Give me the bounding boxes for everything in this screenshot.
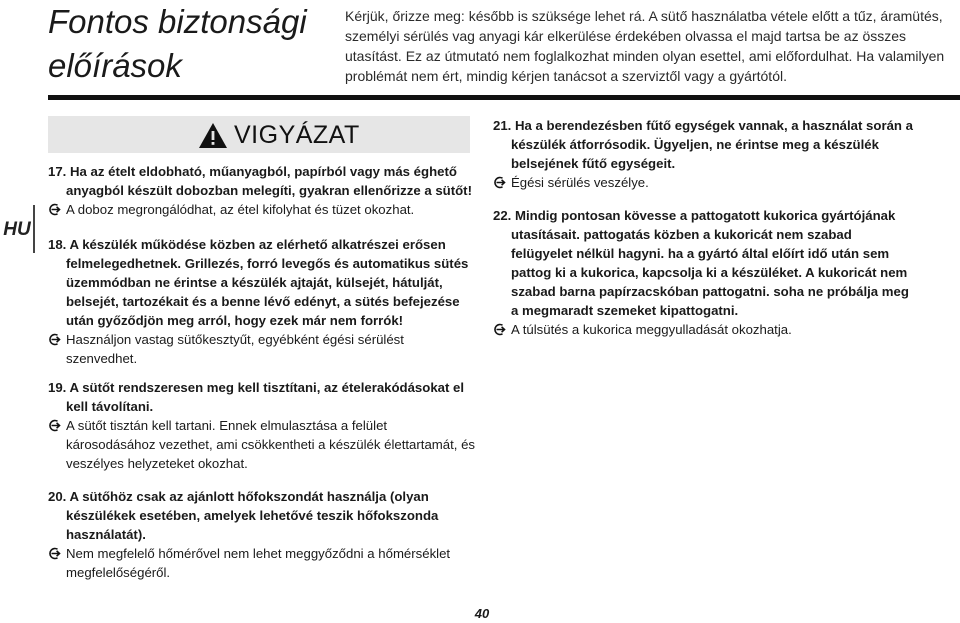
item-heading: 22. Mindig pontosan kövesse a pattogatott kukorica gyártójának utasításait. pattogatás közben a kukoricát nem szabad felügyelet nélkül hagyni. ha a gyártó által előírt idő után sem pattog ki a kukorica, kapcsolja ki a készüléket. A kukoricát nem szabad barna papírzacskóban pattogatni. soha ne próbálja meg a megmaradt szemeket kipattogatni. — [493, 208, 909, 318]
safety-item-22 — [493, 206, 913, 339]
language-tab: HU — [3, 219, 31, 240]
item-note-text: A sütőt tisztán kell tartani. Ennek elmulasztása a felület károsodásához vezethet, ami csökkentheti a készülék élettartamát, és veszélyes helyzeteket okozhat. — [66, 418, 476, 471]
safety-item-18 — [48, 235, 478, 368]
item-note-text: Égési sérülés veszélye. — [511, 175, 649, 190]
warning-triangle-icon — [198, 122, 228, 149]
item-note — [48, 544, 478, 582]
item-note — [48, 200, 478, 219]
item-note-text: A túlsütés a kukorica meggyulladását okozhatja. — [511, 322, 792, 337]
arrow-right-circle-icon — [493, 176, 506, 189]
warning-banner — [48, 116, 470, 153]
header-divider — [48, 95, 960, 100]
item-note-text: A doboz megrongálódhat, az étel kifolyhat és tüzet okozhat. — [66, 202, 415, 217]
item-note — [48, 416, 478, 473]
safety-item-20 — [48, 487, 478, 582]
item-note — [493, 173, 913, 192]
page-title: Fontos biztonsági előírások — [48, 3, 307, 84]
arrow-right-circle-icon — [48, 203, 61, 216]
item-note-text: Használjon vastag sütőkesztyűt, egyébként égési sérülést szenvedhet. — [66, 332, 404, 366]
item-heading: 20. A sütőhöz csak az ajánlott hőfokszondát használja (olyan készülékek esetében, amelyek lehetővé teszik hőfokszonda használatát). — [48, 489, 439, 542]
arrow-right-circle-icon — [48, 333, 61, 346]
warning-label: VIGYÁZAT — [234, 120, 360, 149]
item-heading: 18. A készülék működése közben az elérhető alkatrészei erősen felmelegedhetnek. Grillezés, forró levegős és automatikus sütés üzemmódban ne érintse a készülék ajtaját, külsejét, hátulját, belsejét, tartozékait és a benne lévő edényt, a sütés befejezése után győződjön meg arról, hogy ezek már nem forrók! — [48, 237, 469, 328]
arrow-right-circle-icon — [48, 547, 61, 560]
item-note-text: Nem megfelelő hőmérővel nem lehet meggyőződni a hőmérséklet megfelelőségéről. — [66, 546, 451, 580]
safety-item-19 — [48, 378, 478, 473]
item-note — [48, 330, 478, 368]
safety-item-17 — [48, 162, 478, 219]
safety-item-21 — [493, 116, 913, 192]
item-note — [493, 320, 913, 339]
item-heading: 17. Ha az ételt eldobható, műanyagból, papírból vagy más éghető anyagból készült dobozban melegíti, gyakran ellenőrizze a sütőt! — [48, 164, 472, 198]
language-tab-edge — [33, 205, 35, 253]
page-number: 40 — [474, 606, 490, 621]
item-heading: 19. A sütőt rendszeresen meg kell tisztítani, az ételerakódásokat el kell távolítani. — [48, 380, 465, 414]
arrow-right-circle-icon — [493, 323, 506, 336]
intro-paragraph: Kérjük, őrizze meg: később is szüksége lehet rá. A sütő használatba vétele előtt a tűz, áramütés, személyi sérülés vag anyagi kár elkerülése érdekében olvassa el majd tartsa be az összes utasítást. Ez az útmutató nem foglalkozhat minden olyan esettel, ami előfordulhat. Ha valamilyen problémát nem ért, mindig kérjen tanácsot a szerviztől vagy a gyártótól. — [345, 8, 945, 84]
arrow-right-circle-icon — [48, 419, 61, 432]
item-heading: 21. Ha a berendezésben fűtő egységek vannak, a használat során a készülék átforrósodik. Ügyeljen, ne érintse meg a készülék belsejének fűtő egységeit. — [493, 118, 913, 171]
